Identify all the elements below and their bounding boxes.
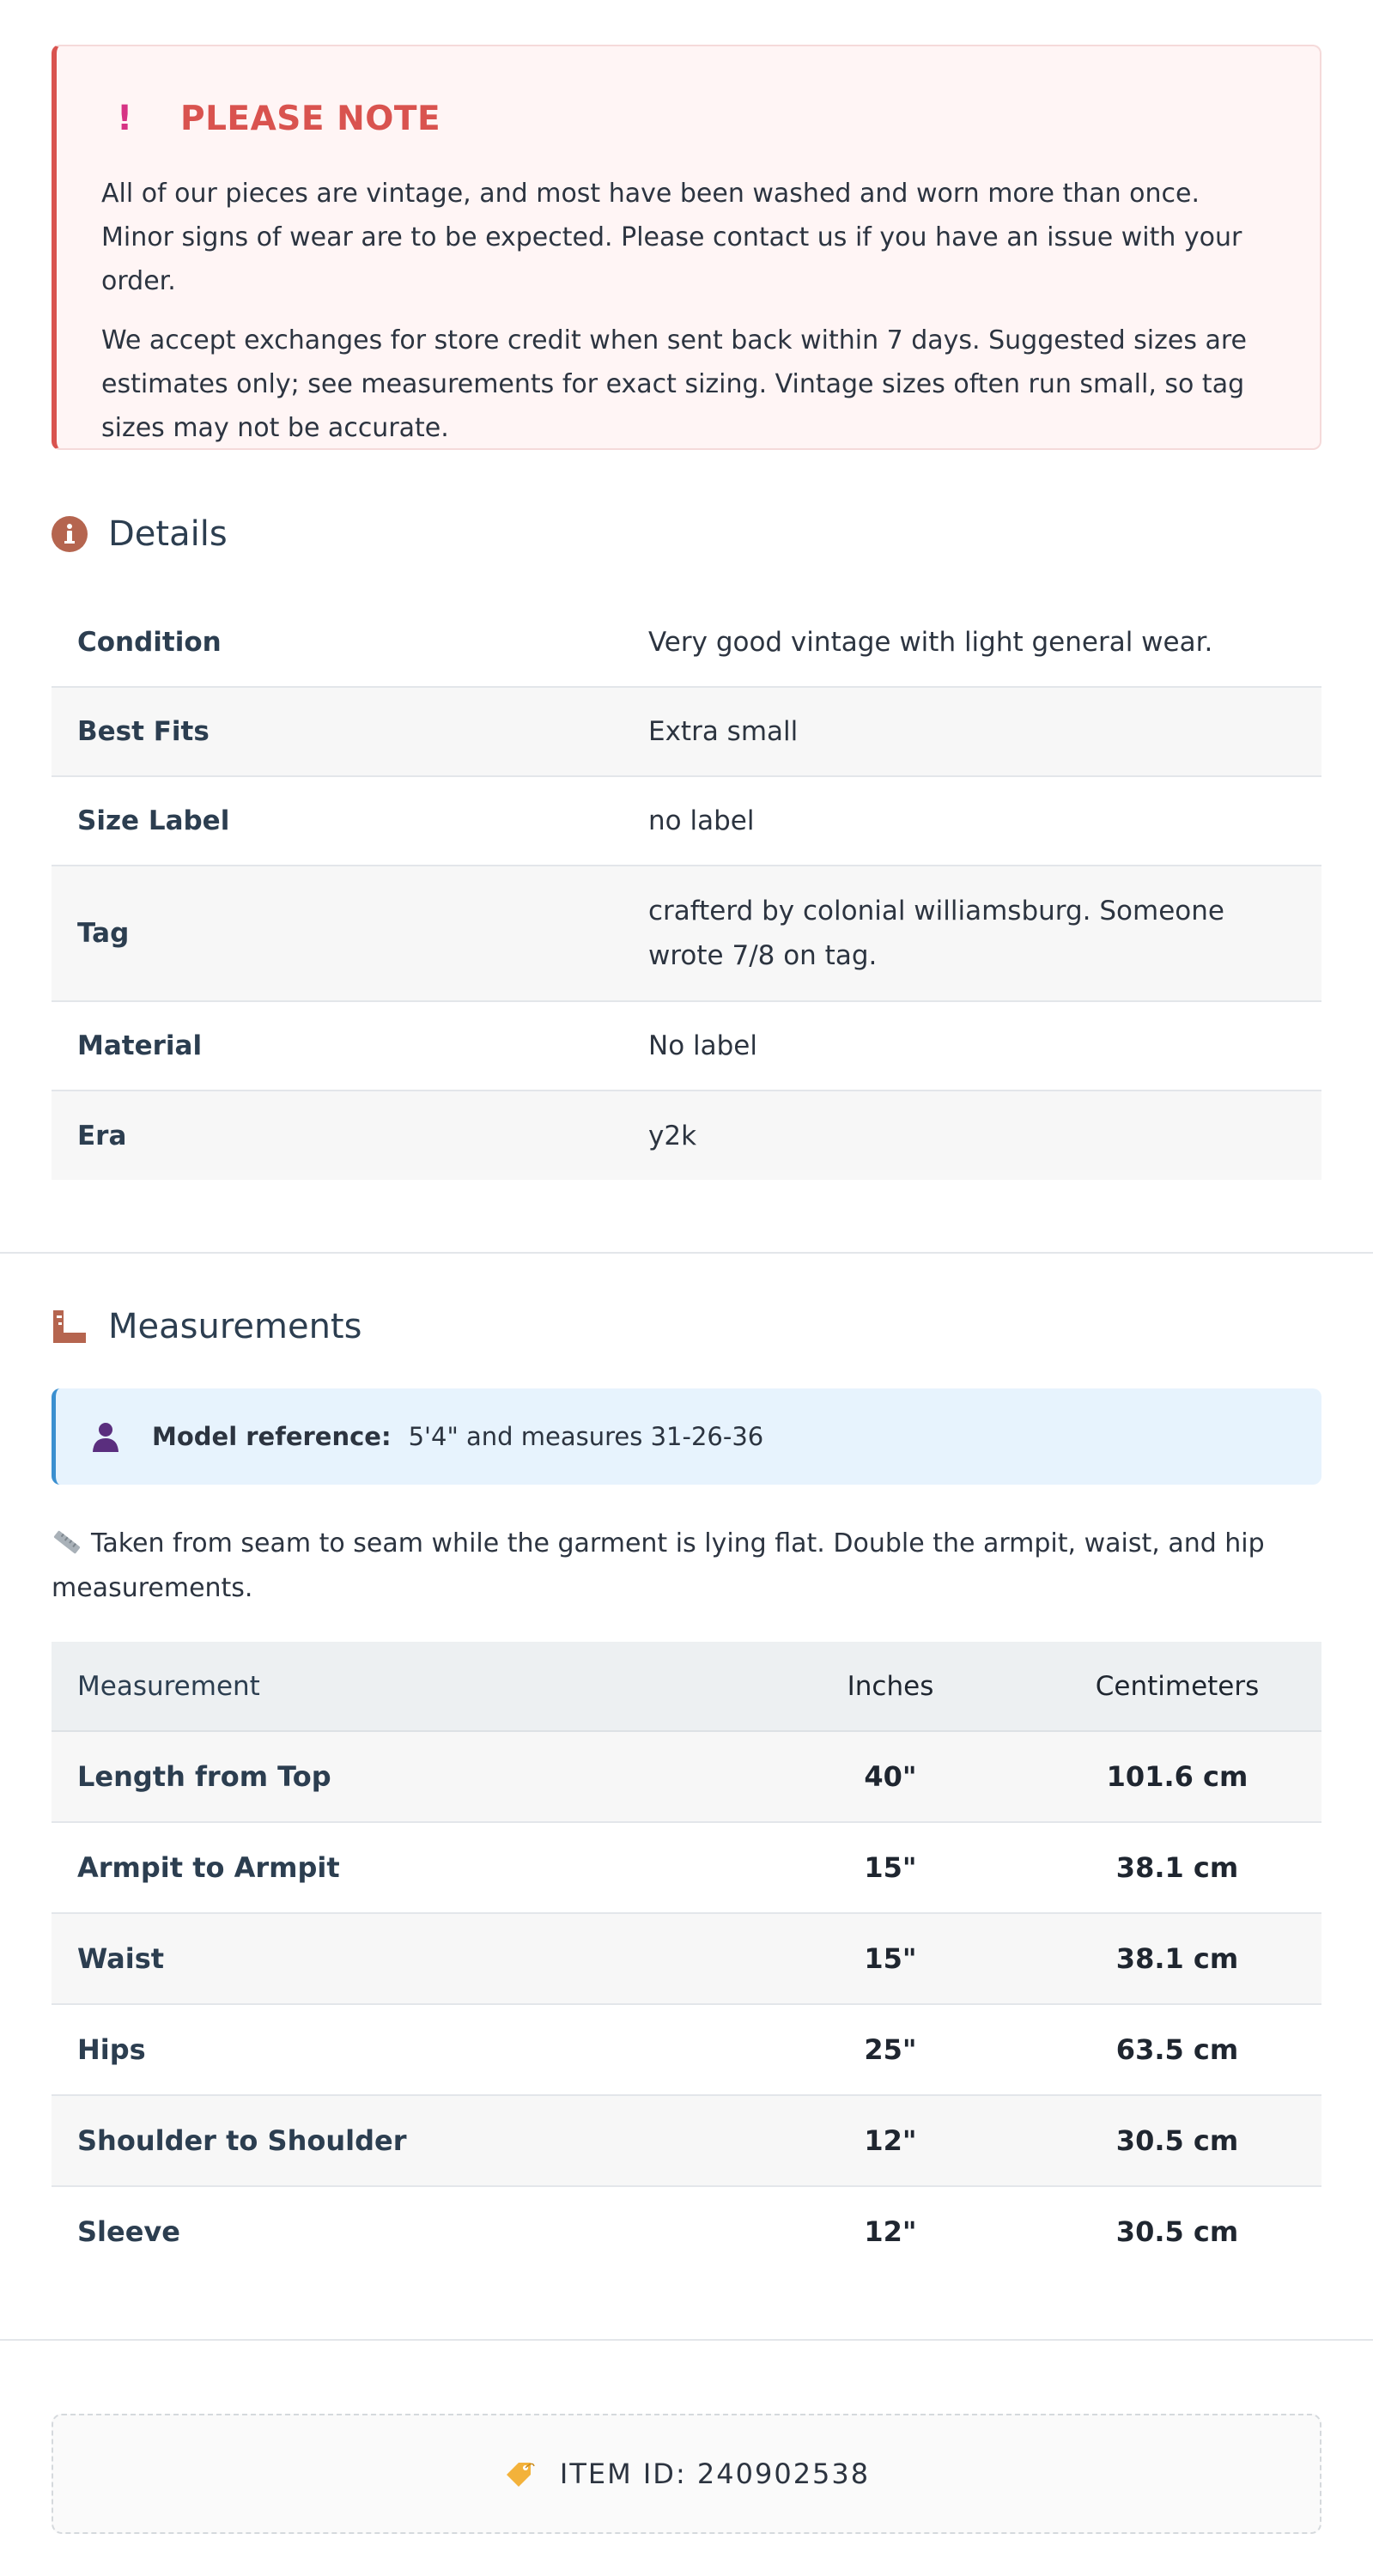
please-note-box bbox=[52, 45, 1321, 450]
measurement-note bbox=[52, 1522, 1321, 1611]
measurement-name: Sleeve bbox=[77, 2215, 180, 2248]
measurement-name: Shoulder to Shoulder bbox=[52, 2095, 748, 2186]
column-header-centimeters: Centimeters bbox=[1033, 1642, 1321, 1731]
detail-label: Condition bbox=[52, 598, 623, 687]
detail-value: No label bbox=[623, 1001, 1321, 1091]
table-row bbox=[52, 776, 1321, 866]
model-reference-value: 5'4" and measures 31-26-36 bbox=[408, 1422, 764, 1451]
column-header-inches: Inches bbox=[748, 1642, 1033, 1731]
model-reference-label: Model reference: bbox=[152, 1422, 392, 1451]
measurement-cm: 38.1 cm bbox=[1033, 1822, 1321, 1913]
measurement-note-text: Taken from seam to seam while the garment is lying flat. Double the armpit, waist, and hip measurements. bbox=[52, 1528, 1265, 1603]
table-row bbox=[52, 2095, 1321, 2186]
ruler-icon bbox=[52, 1309, 88, 1345]
measurement-inches: 12" bbox=[864, 2215, 917, 2248]
detail-label: Era bbox=[52, 1091, 623, 1180]
detail-label: Size Label bbox=[52, 776, 623, 866]
table-row bbox=[52, 866, 1321, 1001]
ruler-small-icon bbox=[52, 1525, 82, 1551]
notice-header bbox=[101, 94, 1275, 143]
measurement-name: Armpit to Armpit bbox=[52, 1822, 748, 1913]
measurement-name: Hips bbox=[52, 2004, 748, 2095]
item-id-box bbox=[52, 2414, 1321, 2534]
notice-paragraph-2: We accept exchanges for store credit when sent back within 7 days. Suggested sizes are estimates only; see measurements for exact sizing. Vintage sizes often run small, so tag sizes may not be accurate. bbox=[101, 325, 1248, 443]
details-header bbox=[52, 510, 228, 558]
detail-value: crafterd by colonial williamsburg. Someone wrote 7/8 on tag. bbox=[623, 866, 1321, 1001]
details-table bbox=[52, 598, 1321, 1180]
measurement-cm: 63.5 cm bbox=[1033, 2004, 1321, 2095]
detail-value: y2k bbox=[623, 1091, 1321, 1180]
table-row bbox=[52, 1091, 1321, 1180]
measurements-table bbox=[52, 1642, 1321, 2276]
measurement-inches: 15" bbox=[748, 1913, 1033, 2004]
table-row bbox=[52, 1001, 1321, 1091]
measurement-name: Length from Top bbox=[52, 1731, 748, 1822]
measurement-cm: 30.5 cm bbox=[1033, 2095, 1321, 2186]
measurement-cm: 30.5 cm bbox=[1115, 2215, 1239, 2248]
person-icon bbox=[88, 1419, 123, 1454]
detail-value: Very good vintage with light general wear. bbox=[623, 598, 1321, 687]
details-title: Details bbox=[108, 514, 228, 554]
section-divider bbox=[0, 2339, 1373, 2341]
item-id: ITEM ID: 240902538 bbox=[559, 2458, 871, 2490]
table-row bbox=[52, 2004, 1321, 2095]
measurements-title: Measurements bbox=[108, 1307, 362, 1346]
measurement-name: Waist bbox=[52, 1913, 748, 2004]
detail-label: Best Fits bbox=[52, 687, 623, 776]
measurement-inches: 12" bbox=[748, 2095, 1033, 2186]
detail-label: Material bbox=[52, 1001, 623, 1091]
notice-title: PLEASE NOTE bbox=[180, 99, 441, 138]
detail-label: Tag bbox=[52, 866, 623, 1001]
table-row bbox=[52, 1913, 1321, 2004]
model-reference-box bbox=[52, 1388, 1321, 1485]
section-divider bbox=[0, 1252, 1373, 1254]
column-header-measurement: Measurement bbox=[52, 1642, 748, 1731]
notice-paragraph-1: All of our pieces are vintage, and most have been washed and worn more than once. Minor signs of wear are to be expected. Please contact us if you have an issue with your order. bbox=[101, 179, 1242, 296]
measurements-header bbox=[52, 1303, 361, 1351]
measurement-inches: 40" bbox=[748, 1731, 1033, 1822]
table-row bbox=[52, 687, 1321, 776]
measurement-inches: 15" bbox=[748, 1822, 1033, 1913]
info-icon bbox=[52, 516, 88, 552]
table-row bbox=[52, 1822, 1321, 1913]
tag-icon bbox=[503, 2458, 536, 2490]
exclamation-icon: ! bbox=[117, 99, 133, 138]
measurement-cm: 38.1 cm bbox=[1033, 1913, 1321, 2004]
measurement-inches: 25" bbox=[748, 2004, 1033, 2095]
detail-value: no label bbox=[623, 776, 1321, 866]
table-row bbox=[52, 2186, 1321, 2276]
table-row bbox=[52, 598, 1321, 687]
table-header-row bbox=[52, 1642, 1321, 1731]
measurement-cm: 101.6 cm bbox=[1033, 1731, 1321, 1822]
table-row bbox=[52, 1731, 1321, 1822]
detail-value: Extra small bbox=[623, 687, 1321, 776]
